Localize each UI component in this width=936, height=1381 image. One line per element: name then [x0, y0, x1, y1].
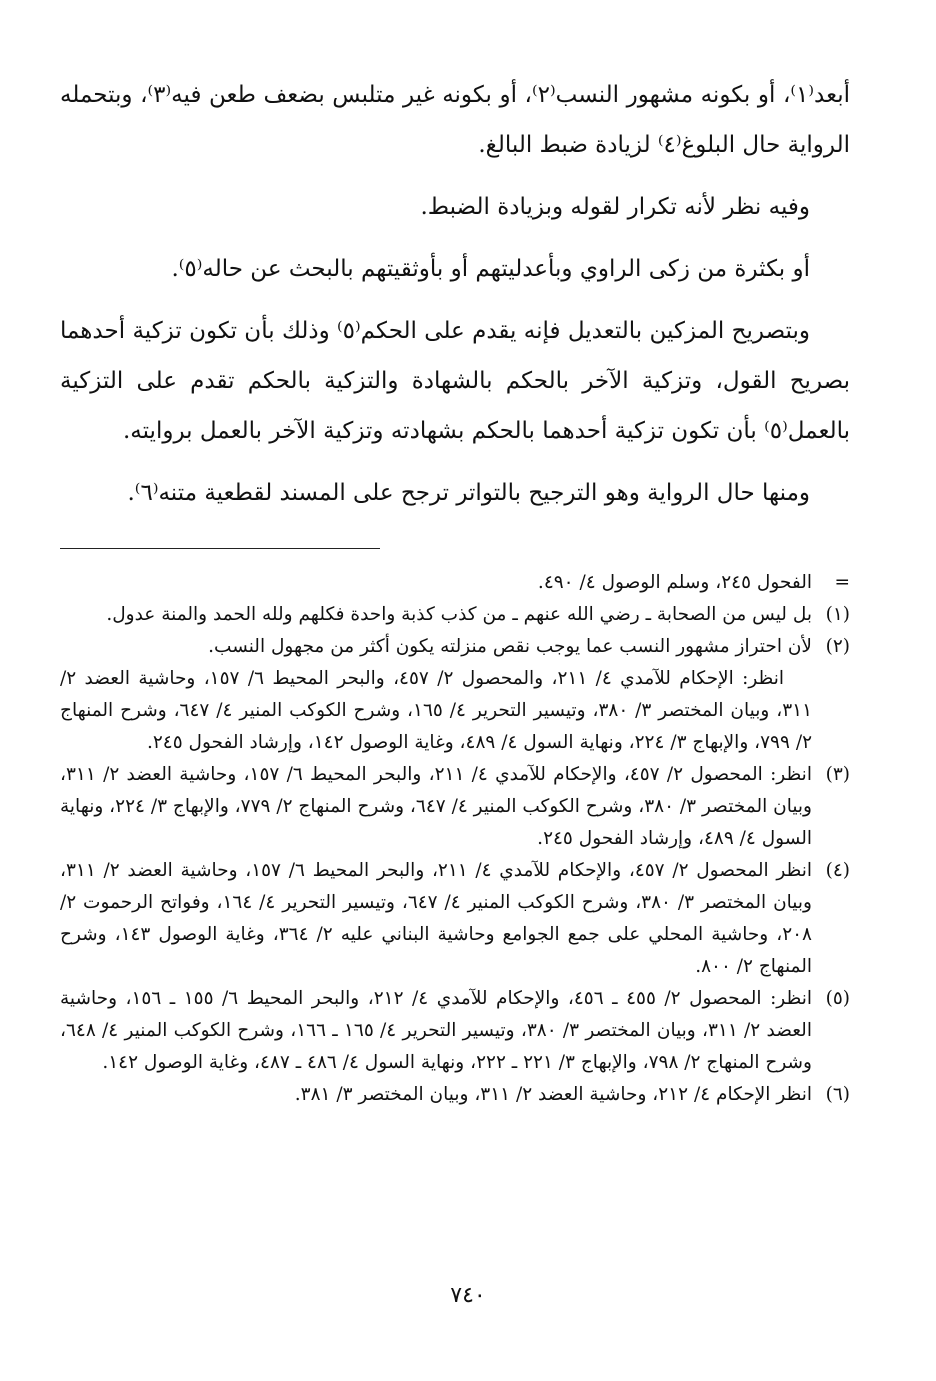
footnote-text: لأن احتراز مشهور النسب عما يوجب نقص منزلته يكون أكثر من مجهول النسب. [208, 636, 812, 657]
footnote-number: = [834, 572, 850, 593]
footnote-separator [60, 548, 380, 549]
paragraph-1: أبعد⁽١⁾، أو بكونه مشهور النسب⁽٢⁾، أو بكونه غير متلبس بضعف طعن فيه⁽٣⁾، وبتحمله الرواية حال البلوغ⁽٤⁾ لزيادة ضبط البالغ. [60, 82, 850, 158]
footnote-5 [60, 983, 850, 1079]
page-content [60, 70, 850, 1111]
footnotes [60, 567, 850, 1111]
page-number: ٧٤٠ [450, 1283, 486, 1308]
footnote-text: انظر: المحصول ٢/ ٤٥٥ ـ ٤٥٦، والإحكام للآمدي ٤/ ٢١٢، والبحر المحيط ٦/ ١٥٥ ـ ١٥٦، وحاشية العضد ٢/ ٣١١، وبيان المختصر ٣/ ٣٨٠، وتيسير التحرير ٤/ ١٦٥ ـ ١٦٦، وشرح الكوكب المنير ٤/ ٦٤٨، وشرح المنهاج ٢/ ٧٩٨، والإبهاج ٣/ ٢٢١ ـ ٢٢٢، ونهاية السول ٤/ ٤٨٦ ـ ٤٨٧، وغاية الوصول ١٤٢. [60, 988, 812, 1073]
paragraph-2: وفيه نظر لأنه تكرار لقوله وبزيادة الضبط. [420, 194, 810, 220]
paragraph-4: وبتصريح المزكين بالتعديل فإنه يقدم على الحكم⁽٥⁾ وذلك بأن تكون تزكية أحدهما بصريح القول، وتزكية الآخر بالحكم بالشهادة والتزكية بالحكم تقدم على التزكية بالعمل⁽٥⁾ بأن تكون تزكية أحدهما بالحكم بشهادته وتزكية الآخر بالعمل بروايته. [60, 318, 850, 444]
footnote-text: انظر: المحصول ٢/ ٤٥٧، والإحكام للآمدي ٤/ ٢١١، والبحر المحيط ٦/ ١٥٧، وحاشية العضد ٢/ ٣١١، وبيان المختصر ٣/ ٣٨٠، وشرح الكوكب المنير ٤/ ٦٤٧، وشرح المنهاج ٢/ ٧٧٩، والإبهاج ٣/ ٢٢٤، ونهاية السول ٤/ ٤٨٩، وإرشاد الفحول ٢٤٥. [59, 764, 812, 849]
footnote-text: انظر: الإحكام للآمدي ٤/ ٢١١، والمحصول ٢/ ٤٥٧، والبحر المحيط ٦/ ١٥٧، وحاشية العضد ٢/ ٣١١، وبيان المختصر ٣/ ٣٨٠، وتيسير التحرير ٤/ ١٦٥، وشرح الكوكب المنير ٤/ ٦٤٧، وشرح المنهاج ٢/ ٧٩٩، والإبهاج ٣/ ٢٢٤، ونهاية السول ٤/ ٤٨٩، وغاية الوصول ١٤٢، وإرشاد الفحول ٢٤٥. [60, 668, 813, 753]
footnote-number: (٣) [825, 764, 850, 785]
footnote-text: الفحول ٢٤٥، وسلم الوصول ٤/ ٤٩٠. [537, 572, 812, 593]
footnote-3 [60, 759, 850, 855]
footnote-continuation [60, 567, 850, 599]
footnote-4 [60, 855, 850, 983]
footnote-text: بل ليس من الصحابة ـ رضي الله عنهم ـ من كذب كذبة واحدة فكلهم ولله الحمد والمنة عدول. [106, 604, 812, 625]
footnote-1 [60, 599, 850, 631]
footnote-2-references [60, 663, 850, 759]
footnote-6 [60, 1079, 850, 1111]
footnote-number: (١) [825, 604, 850, 625]
footnote-text: انظر المحصول ٢/ ٤٥٧، والإحكام للآمدي ٤/ ٢١١، والبحر المحيط ٦/ ١٥٧، وحاشية العضد ٢/ ٣١١، وبيان المختصر ٣/ ٣٨٠، وشرح الكوكب المنير ٤/ ٦٤٧، وتيسير التحرير ٤/ ١٦٤، وفواتح الرحموت ٢/ ٢٠٨، وحاشية المحلي على جمع الجوامع وحاشية البناني عليه ٢/ ٣٦٤، وغاية الوصول ١٤٣، وشرح المنهاج ٢/ ٨٠٠. [60, 860, 813, 977]
footnote-number: (٦) [825, 1084, 850, 1105]
footnote-number: (٤) [825, 860, 850, 881]
footnote-number: (٢) [825, 636, 850, 657]
footnote-number: (٥) [825, 988, 850, 1009]
paragraph-5: ومنها حال الرواية وهو الترجيح بالتواتر ترجح على المسند لقطعية متنه⁽٦⁾. [127, 480, 810, 506]
footnote-2 [60, 631, 850, 663]
main-text [60, 70, 850, 518]
paragraph-3: أو بكثرة من زكى الراوي وبأعدليتهم أو بأوثقيتهم بالبحث عن حاله⁽٥⁾. [171, 256, 810, 282]
footnote-text: انظر الإحكام ٤/ ٢١٢، وحاشية العضد ٢/ ٣١١، وبيان المختصر ٣/ ٣٨١. [294, 1084, 812, 1105]
